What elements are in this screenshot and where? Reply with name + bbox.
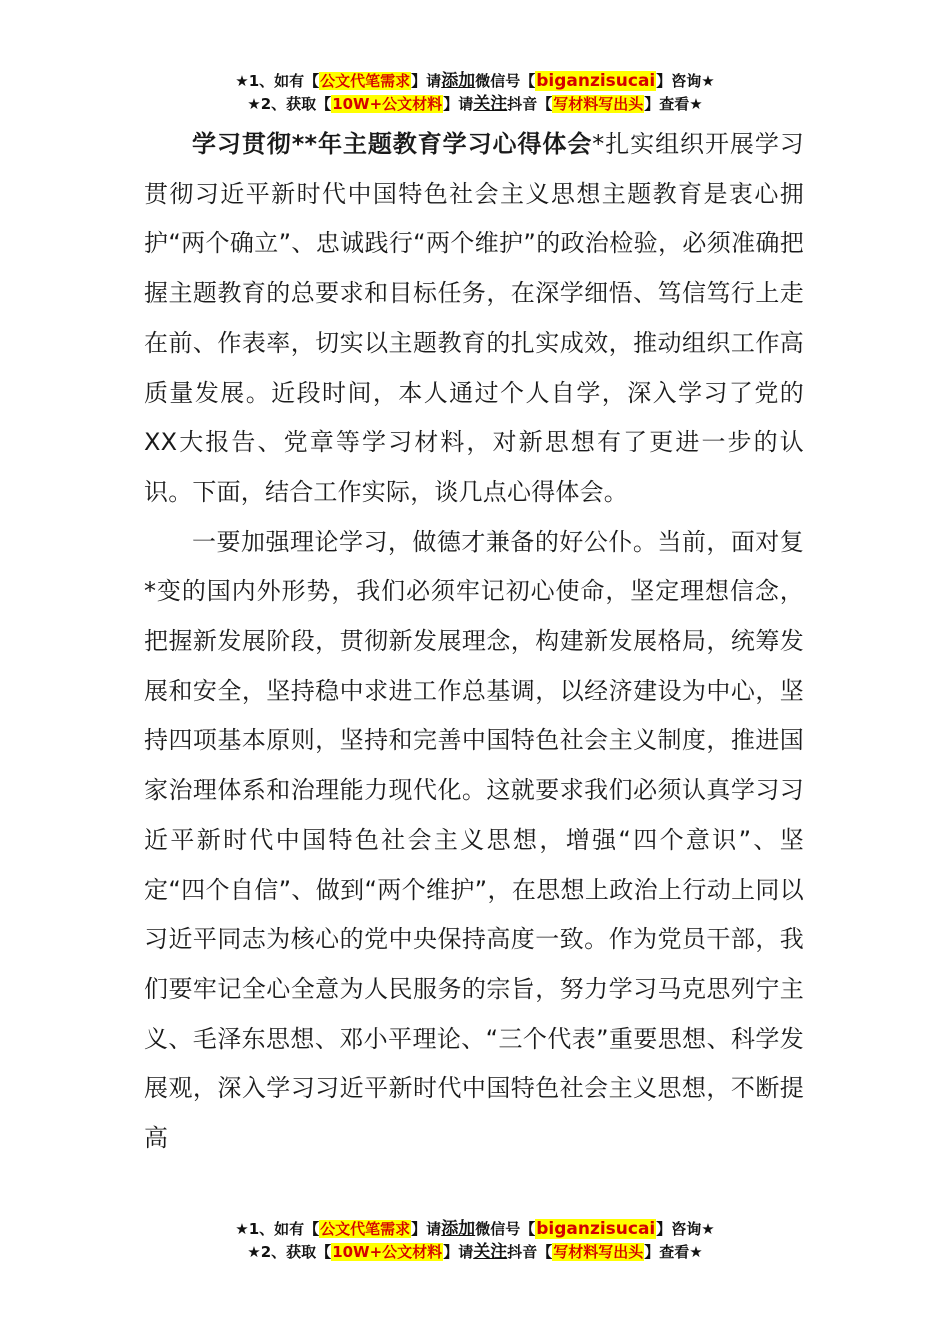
banner-highlight: 公文代笔需求: [320, 72, 411, 90]
banner-underlined: 添加: [441, 71, 476, 91]
banner-underlined: 关注: [473, 1242, 508, 1262]
intro-paragraph: [144, 120, 804, 518]
banner-highlight: 10W+公文材料: [332, 95, 443, 113]
banner-text: 】请: [443, 1243, 474, 1261]
banner-text: 】咨询★: [656, 1220, 715, 1238]
banner-text: 】查看★: [644, 95, 703, 113]
banner-line-1: [0, 70, 950, 93]
banner-text: ★1、如有【: [235, 72, 320, 90]
banner-text: 】请: [443, 95, 474, 113]
document-title: 学习贯彻**年主题教育学习心得体会: [192, 130, 593, 158]
banner-text: 抖音【: [507, 1243, 553, 1261]
footer-banner: [0, 1218, 950, 1264]
header-banner: [0, 70, 950, 116]
banner-text: 】请: [411, 1220, 442, 1238]
banner-text: 抖音【: [507, 95, 553, 113]
banner-underlined: 关注: [473, 94, 508, 114]
banner-highlight: 写材料写出头: [553, 1243, 644, 1261]
banner-text: 微信号【: [475, 1220, 536, 1238]
banner-text: ★1、如有【: [235, 1220, 320, 1238]
banner-highlight: 10W+公文材料: [332, 1243, 443, 1261]
banner-highlight: 写材料写出头: [553, 95, 644, 113]
banner-text: 微信号【: [475, 72, 536, 90]
banner-text: ★2、获取【: [247, 1243, 332, 1261]
banner-line-2: [0, 93, 950, 116]
banner-line-2: [0, 1241, 950, 1264]
banner-text: ★2、获取【: [247, 95, 332, 113]
banner-text: 】咨询★: [656, 72, 715, 90]
document-body: [144, 120, 804, 1164]
banner-line-1: [0, 1218, 950, 1241]
banner-highlight: biganzisucai: [536, 71, 656, 91]
paragraph-1: 一要加强理论学习，做德才兼备的好公仆。当前，面对复*变的国内外形势，我们必须牢记初心使命，坚定理想信念，把握新发展阶段，贯彻新发展理念，构建新发展格局，统筹发展和安全，坚持稳中求进工作总基调，以经济建设为中心，坚持四项基本原则，坚持和完善中国特色社会主义制度，推进国家治理体系和治理能力现代化。这就要求我们必须认真学习习近平新时代中国特色社会主义思想，增强“四个意识”、坚定“四个自信”、做到“两个维护”，在思想上政治上行动上同以习近平同志为核心的党中央保持高度一致。作为党员干部，我们要牢记全心全意为人民服务的宗旨，努力学习马克思列宁主义、毛泽东思想、邓小平理论、“三个代表”重要思想、科学发展观，深入学习习近平新时代中国特色社会主义思想，不断提高: [144, 527, 804, 1153]
banner-highlight: 公文代笔需求: [320, 1220, 411, 1238]
banner-underlined: 添加: [441, 1219, 476, 1239]
banner-text: 】请: [411, 72, 442, 90]
intro-text: *扎实组织开展学习贯彻习近平新时代中国特色社会主义思想主题教育是衷心拥护“两个确立”、忠诚践行“两个维护”的政治检验，必须准确把握主题教育的总要求和目标任务，在深学细悟、笃信笃行上走在前、作表率，切实以主题教育的扎实成效，推动组织工作高质量发展。近段时间，本人通过个人自学，深入学习了党的XX大报告、党章等学习材料，对新思想有了更进一步的认识。下面，结合工作实际，谈几点心得体会。: [144, 130, 804, 506]
banner-highlight: biganzisucai: [536, 1219, 656, 1239]
banner-text: 】查看★: [644, 1243, 703, 1261]
